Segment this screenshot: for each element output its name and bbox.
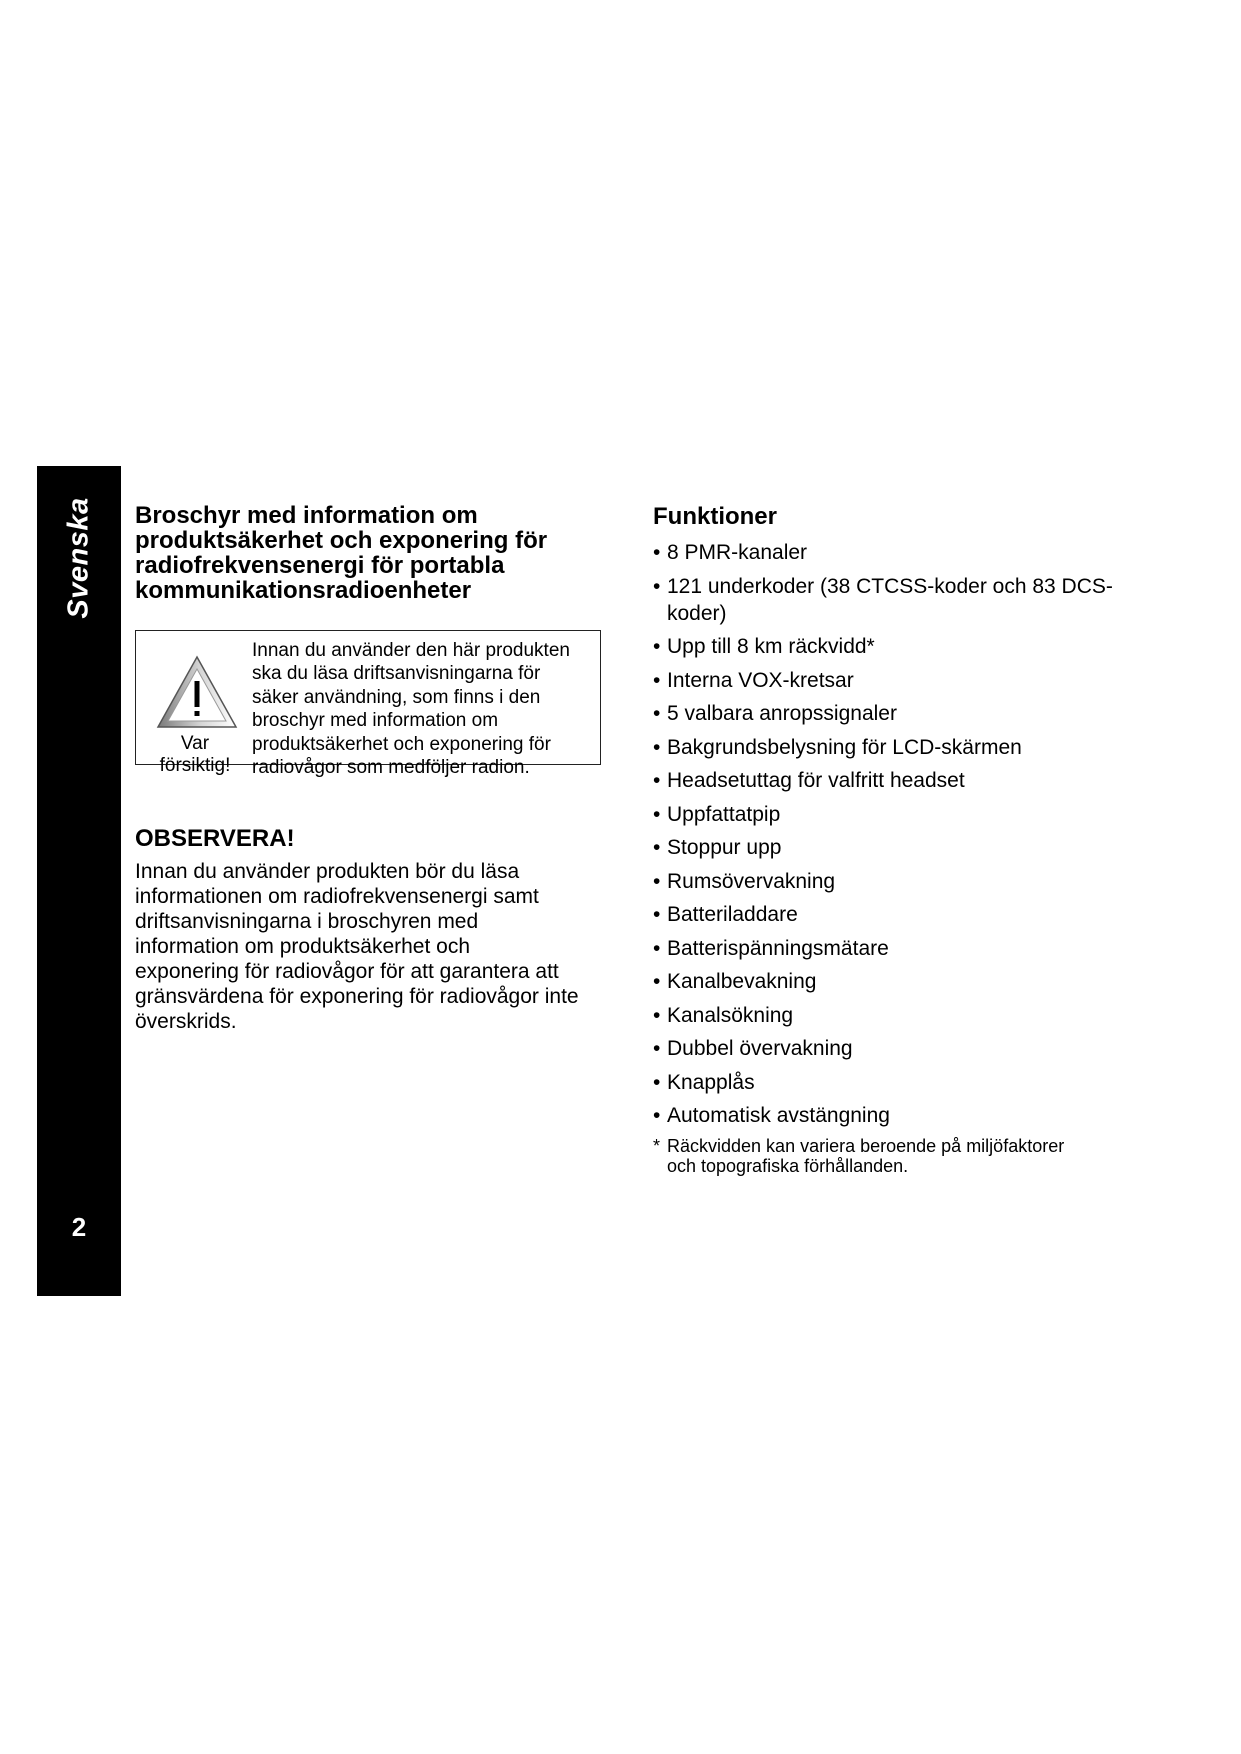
caution-label xyxy=(148,733,242,777)
feature-text: Uppfattatpip xyxy=(667,802,781,826)
caution-text-line: ska du läsa driftsanvisningarna för xyxy=(252,663,541,685)
feature-text: Automatisk avstängning xyxy=(667,1104,890,1127)
feature-text: 121 underkoder (38 CTCSS-koder och 83 DCS-koder) xyxy=(667,574,1113,625)
features-list xyxy=(653,539,1133,1129)
bullet: • xyxy=(653,541,661,564)
page-number: 2 xyxy=(71,1212,87,1242)
feature-text: Kanalbevakning xyxy=(667,970,817,993)
feature-text: Upp till 8 km räckvidd* xyxy=(667,635,875,658)
observe-line: gränsvärdena för exponering för radiovågor inte xyxy=(135,985,579,1008)
feature-text: Rumsövervakning xyxy=(667,869,836,893)
bullet: • xyxy=(653,1104,661,1127)
range-footnote xyxy=(653,1136,1133,1176)
caution-text-line: broschyr med information om xyxy=(252,710,499,732)
feature-item xyxy=(653,700,1133,727)
caution-text-line: radiovågor som medföljer radion. xyxy=(252,757,530,779)
feature-item xyxy=(653,573,1133,627)
feature-text: Kanalsökning xyxy=(667,1003,794,1027)
feature-item xyxy=(653,1002,1133,1029)
observe-heading: OBSERVERA! xyxy=(135,825,295,852)
language-label: Svenska xyxy=(62,497,95,619)
brochure-heading-line: Broschyr med information om xyxy=(135,502,478,529)
feature-item xyxy=(653,539,1133,566)
bullet: • xyxy=(653,735,661,759)
feature-item xyxy=(653,935,1133,962)
bullet: • xyxy=(653,769,661,792)
feature-text: Knapplås xyxy=(667,1070,755,1094)
bullet: • xyxy=(653,903,661,926)
feature-item xyxy=(653,901,1133,928)
feature-item xyxy=(653,734,1133,761)
caution-box xyxy=(135,630,601,779)
observe-line: driftsanvisningarna i broschyren med xyxy=(135,910,479,933)
features-heading: Funktioner xyxy=(653,503,777,530)
feature-text: Headsetuttag för valfritt headset xyxy=(667,769,965,792)
feature-item xyxy=(653,801,1133,828)
brochure-heading xyxy=(135,503,615,603)
feature-item xyxy=(653,1069,1133,1096)
bullet: • xyxy=(653,869,661,893)
feature-text: Bakgrundsbelysning för LCD-skärmen xyxy=(667,735,1022,759)
feature-item xyxy=(653,868,1133,895)
bullet: • xyxy=(653,1003,661,1027)
feature-text: Batteriladdare xyxy=(667,903,798,926)
observe-line: information om produktsäkerhet och xyxy=(135,935,471,958)
observe-line: exponering för radiovågor för att garantera att xyxy=(135,960,559,983)
language-side-tab xyxy=(37,466,121,1296)
bullet: • xyxy=(653,574,661,598)
feature-text: Batterispänningsmätare xyxy=(667,936,889,960)
caution-label-line: försiktig! xyxy=(159,755,231,776)
observe-line: informationen om radiofrekvensenergi samt xyxy=(135,885,539,908)
brochure-heading-line: radiofrekvensenergi för portabla xyxy=(135,552,505,579)
feature-text: 8 PMR-kanaler xyxy=(667,541,808,564)
observe-line: Innan du använder produkten bör du läsa xyxy=(135,860,520,883)
feature-text: 5 valbara anropssignaler xyxy=(667,702,897,725)
footnote-star: * xyxy=(653,1135,661,1156)
footnote-line: och topografiska förhållanden. xyxy=(667,1155,909,1176)
feature-item xyxy=(653,633,1133,660)
feature-text: Stoppur upp xyxy=(667,836,782,859)
caution-text-line: Innan du använder den här produkten xyxy=(252,640,570,661)
feature-item xyxy=(653,1102,1133,1129)
brochure-heading-line: kommunikationsradioenheter xyxy=(135,577,472,604)
bullet: • xyxy=(653,1037,661,1060)
left-column xyxy=(135,503,615,1034)
bullet: • xyxy=(653,668,661,692)
caution-text-line: säker användning, som finns i den xyxy=(252,686,541,708)
feature-text: Dubbel övervakning xyxy=(667,1037,853,1060)
bullet: • xyxy=(653,1070,661,1094)
feature-text: Interna VOX-kretsar xyxy=(667,668,854,692)
brochure-heading-line: produktsäkerhet och exponering för xyxy=(135,527,548,554)
feature-item xyxy=(653,767,1133,794)
caution-text-line: produktsäkerhet och exponering för xyxy=(252,733,551,755)
caution-text xyxy=(252,639,598,779)
observe-line: överskrids. xyxy=(135,1010,237,1033)
warning-triangle-icon xyxy=(152,655,238,731)
feature-item xyxy=(653,667,1133,694)
caution-icon-group xyxy=(148,655,242,777)
caution-label-line: Var xyxy=(180,733,210,754)
observe-paragraph xyxy=(135,859,615,1034)
feature-item xyxy=(653,834,1133,861)
bullet: • xyxy=(653,970,661,993)
bullet: • xyxy=(653,635,661,658)
feature-item xyxy=(653,968,1133,995)
bullet: • xyxy=(653,702,661,725)
bullet: • xyxy=(653,936,661,960)
right-column xyxy=(653,503,1133,1176)
bullet: • xyxy=(653,836,661,859)
bullet: • xyxy=(653,802,661,826)
feature-item xyxy=(653,1035,1133,1062)
footnote-line: Räckvidden kan variera beroende på miljöfaktorer xyxy=(667,1135,1065,1156)
